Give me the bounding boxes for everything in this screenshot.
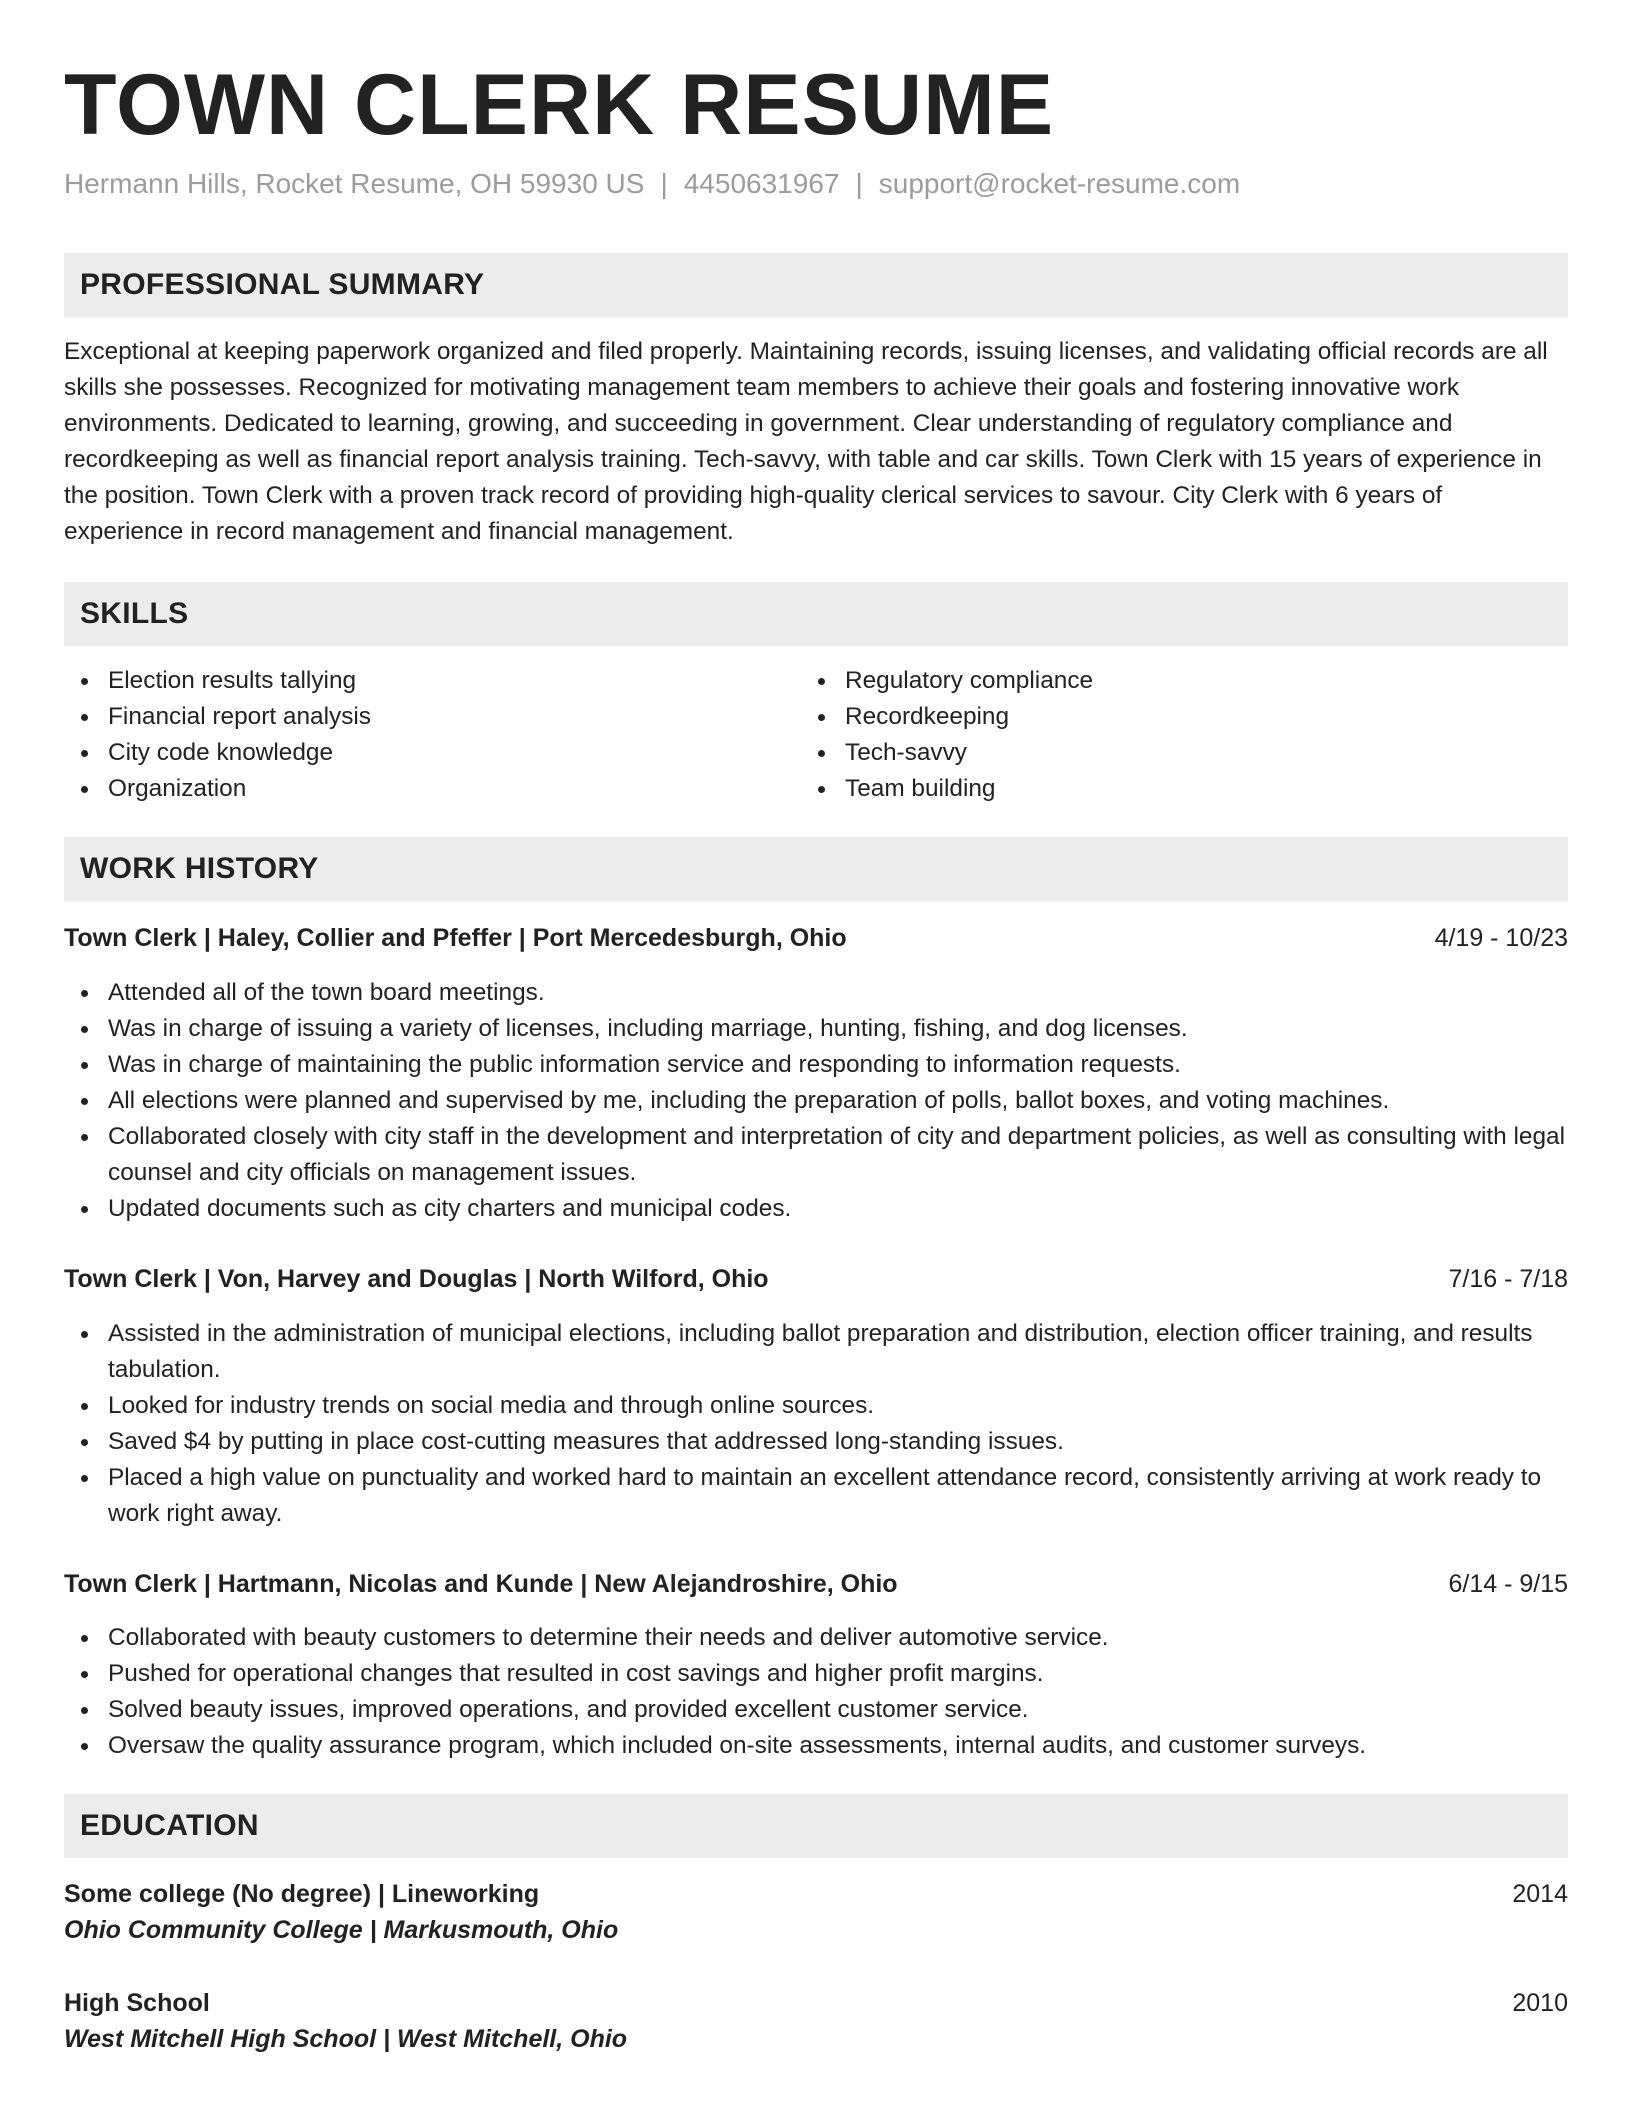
resume-title: TOWN CLERK RESUME <box>64 57 1055 153</box>
skill-item: Financial report analysis <box>64 699 764 735</box>
job-bullet: All elections were planned and supervised by me, including the preparation of polls, ballot boxes, and voting machines. <box>64 1083 1568 1119</box>
skill-item: Organization <box>64 771 764 807</box>
job-bullet: Looked for industry trends on social media and through online sources. <box>64 1388 1568 1424</box>
job-header <box>64 1566 1568 1602</box>
job-bullet: Pushed for operational changes that resulted in cost savings and higher profit margins. <box>64 1656 1568 1692</box>
job-bullet: Saved $4 by putting in place cost-cutting measures that addressed long-standing issues. <box>64 1424 1568 1460</box>
education-year: 2014 <box>1512 1880 1568 1908</box>
job-bullet: Collaborated closely with city staff in the development and interpretation of city and department policies, as well as consulting with legal counsel and city officials on management issues. <box>64 1119 1568 1191</box>
education-school: West Mitchell High School | West Mitchell, Ohio <box>64 2025 628 2053</box>
education-school: Ohio Community College | Markusmouth, Ohio <box>64 1916 619 1944</box>
job-title: Town Clerk | Haley, Collier and Pfeffer | Port Mercedesburgh, Ohio <box>64 924 847 952</box>
section-header-work-history <box>64 837 1568 901</box>
section-title: PROFESSIONAL SUMMARY <box>80 268 485 301</box>
skill-item: Tech-savvy <box>801 735 1501 771</box>
section-title: EDUCATION <box>80 1809 259 1842</box>
section-header-skills <box>64 582 1568 646</box>
education-header <box>64 1876 1568 1912</box>
education-degree: Some college (No degree) | Lineworking <box>64 1880 540 1908</box>
job-bullet: Attended all of the town board meetings. <box>64 975 1568 1011</box>
job-dates: 7/16 - 7/18 <box>1448 1265 1568 1293</box>
section-header-education <box>64 1794 1568 1858</box>
education-header <box>64 1985 1568 2021</box>
contact-email: support@rocket-resume.com <box>878 168 1241 199</box>
job-bullet: Collaborated with beauty customers to determine their needs and deliver automotive service. <box>64 1620 1568 1656</box>
job-dates: 4/19 - 10/23 <box>1434 924 1568 952</box>
skill-item: Recordkeeping <box>801 699 1501 735</box>
skill-item: Election results tallying <box>64 663 764 699</box>
contact-separator: | <box>855 168 863 199</box>
job-bullet: Was in charge of maintaining the public information service and responding to information requests. <box>64 1047 1568 1083</box>
education-year: 2010 <box>1512 1989 1568 2017</box>
job-bullet: Updated documents such as city charters and municipal codes. <box>64 1191 1568 1227</box>
job-title: Town Clerk | Von, Harvey and Douglas | North Wilford, Ohio <box>64 1265 769 1293</box>
job-header <box>64 1261 1568 1297</box>
job-bullets <box>64 1316 1568 1532</box>
job-bullets <box>64 1620 1568 1764</box>
skill-item: Regulatory compliance <box>801 663 1501 699</box>
section-title: WORK HISTORY <box>80 852 319 885</box>
section-title: SKILLS <box>80 597 189 630</box>
contact-phone: 4450631967 <box>683 168 840 199</box>
job-header <box>64 920 1568 956</box>
job-bullet: Placed a high value on punctuality and worked hard to maintain an excellent attendance record, consistently arriving at work ready to work right away. <box>64 1460 1568 1532</box>
summary-text: Exceptional at keeping paperwork organized and filed properly. Maintaining records, issuing licenses, and validating official records are all skills she possesses. Recognized for motivating management team members to achieve their goals and fostering innovative work environments. Dedicated to learning, growing, and succeeding in government. Clear understanding of regulatory compliance and recordkeeping as well as financial report analysis training. Tech-savvy, with table and car skills. Town Clerk with 15 years of experience in the position. Town Clerk with a proven track record of providing high-quality clerical services to savour. City Clerk with 6 years of experience in record management and financial management. <box>64 338 1548 545</box>
skill-item: City code knowledge <box>64 735 764 771</box>
job-bullet: Was in charge of issuing a variety of licenses, including marriage, hunting, fishing, and dog licenses. <box>64 1011 1568 1047</box>
job-title: Town Clerk | Hartmann, Nicolas and Kunde | New Alejandroshire, Ohio <box>64 1570 898 1598</box>
job-bullet: Oversaw the quality assurance program, which included on-site assessments, internal audits, and customer surveys. <box>64 1728 1568 1764</box>
job-bullet: Assisted in the administration of municipal elections, including ballot preparation and distribution, election officer training, and results tabulation. <box>64 1316 1568 1388</box>
education-degree: High School <box>64 1989 210 2017</box>
contact-separator: | <box>660 168 668 199</box>
job-dates: 6/14 - 9/15 <box>1448 1570 1568 1598</box>
contact-address: Hermann Hills, Rocket Resume, OH 59930 US <box>64 168 645 199</box>
contact-line <box>64 166 1240 202</box>
skills-list-left <box>64 663 764 807</box>
section-header-summary <box>64 253 1568 317</box>
job-bullets <box>64 975 1568 1227</box>
job-bullet: Solved beauty issues, improved operations, and provided excellent customer service. <box>64 1692 1568 1728</box>
skill-item: Team building <box>801 771 1501 807</box>
skills-list-right <box>801 663 1501 807</box>
